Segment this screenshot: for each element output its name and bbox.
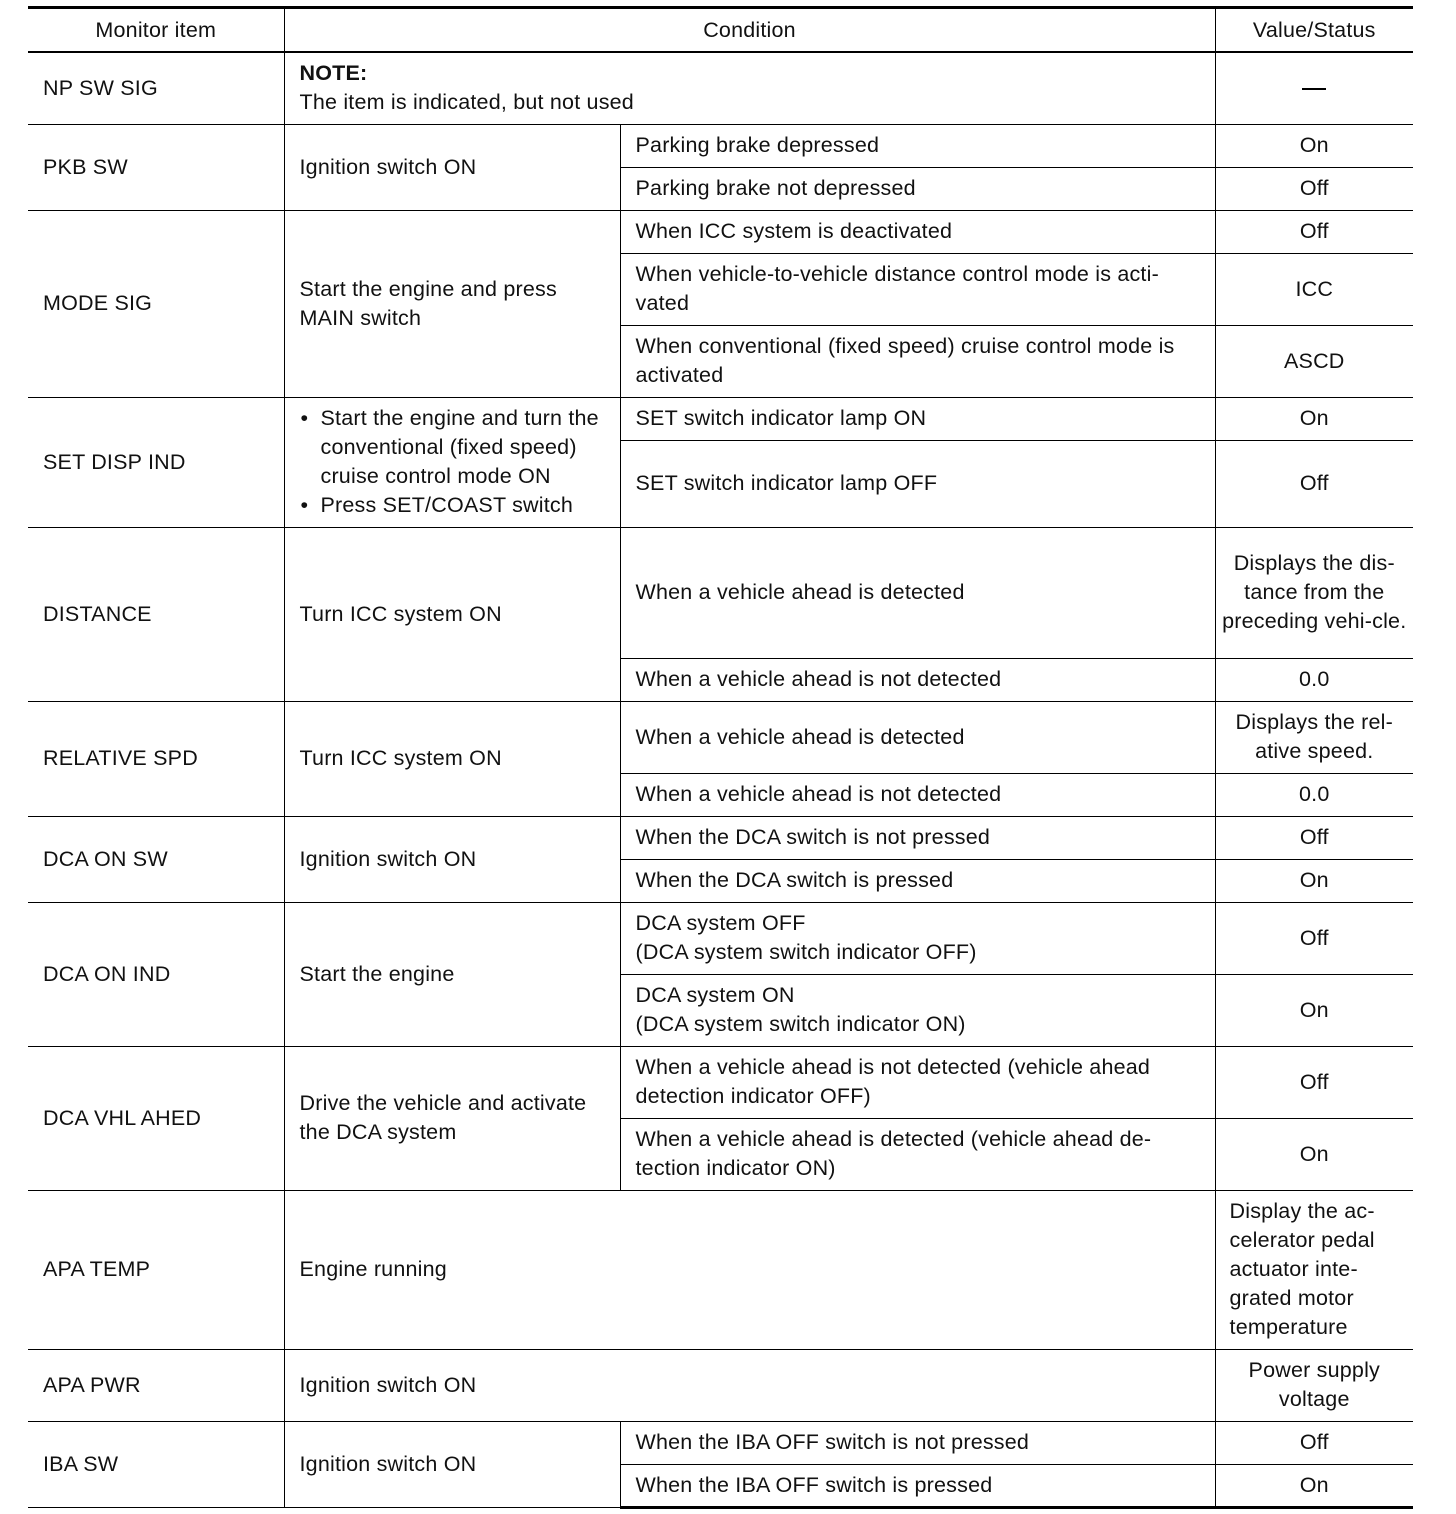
bullet-item: • Press SET/COAST switch — [299, 491, 612, 520]
sub-condition-cell: Parking brake depressed — [620, 124, 1215, 167]
value-cell: Off — [1215, 902, 1413, 974]
sub-condition-line: (DCA system switch indicator ON) — [635, 1012, 966, 1036]
sub-condition-line: DCA system OFF — [635, 911, 806, 935]
value-cell: On — [1215, 124, 1413, 167]
table-row — [28, 52, 1413, 124]
monitor-item-cell: SET DISP IND — [28, 397, 284, 527]
table-row — [28, 210, 1413, 253]
monitor-item-cell: DCA ON IND — [28, 902, 284, 1046]
value-cell: On — [1215, 859, 1413, 902]
monitor-item-cell: RELATIVE SPD — [28, 701, 284, 816]
sub-condition-cell: Parking brake not depressed — [620, 167, 1215, 210]
monitor-item-cell: NP SW SIG — [28, 52, 284, 124]
sub-condition-cell: When the DCA switch is not pressed — [620, 816, 1215, 859]
value-cell: Display the ac-celerator pedal actuator inte-grated motor temperature — [1215, 1190, 1413, 1349]
sub-condition-line: (DCA system switch indicator OFF) — [635, 940, 977, 964]
value-cell: Displays the dis-tance from the preceding vehi-cle. — [1215, 527, 1413, 658]
table-row — [28, 1190, 1413, 1349]
sub-condition-cell: When the IBA OFF switch is pressed — [620, 1464, 1215, 1507]
value-cell: Off — [1215, 440, 1413, 527]
sub-condition-cell: When the DCA switch is pressed — [620, 859, 1215, 902]
table-row — [28, 701, 1413, 773]
bullet-item: • Start the engine and turn the conventional (fixed speed) cruise control mode ON — [299, 404, 612, 491]
value-cell — [1215, 52, 1413, 124]
value-cell: Off — [1215, 1046, 1413, 1118]
condition-cell: Start the engine and press MAIN switch — [284, 210, 620, 397]
value-cell: On — [1215, 974, 1413, 1046]
sub-condition-cell: When a vehicle ahead is detected (vehicle ahead de-tection indicator ON) — [620, 1118, 1215, 1190]
table-header-row — [28, 8, 1413, 53]
value-cell: Power supply voltage — [1215, 1349, 1413, 1421]
table-row — [28, 124, 1413, 167]
sub-condition-cell: When the IBA OFF switch is not pressed — [620, 1421, 1215, 1464]
header-value-status: Value/Status — [1215, 8, 1413, 53]
table-row — [28, 397, 1413, 440]
monitor-item-cell: APA PWR — [28, 1349, 284, 1421]
monitor-item-cell: APA TEMP — [28, 1190, 284, 1349]
value-cell: ICC — [1215, 253, 1413, 325]
table-row — [28, 1421, 1413, 1464]
condition-cell: Ignition switch ON — [284, 124, 620, 210]
monitor-item-cell: DISTANCE — [28, 527, 284, 701]
table-row — [28, 1349, 1413, 1421]
dash-value — [1302, 88, 1326, 90]
condition-cell — [284, 397, 620, 527]
monitor-item-cell: IBA SW — [28, 1421, 284, 1507]
sub-condition-cell: When a vehicle ahead is detected — [620, 527, 1215, 658]
condition-cell: Turn ICC system ON — [284, 701, 620, 816]
condition-cell: Ignition switch ON — [284, 816, 620, 902]
value-cell: Displays the rel-ative speed. — [1215, 701, 1413, 773]
table-row — [28, 816, 1413, 859]
condition-cell: Turn ICC system ON — [284, 527, 620, 701]
header-monitor-item: Monitor item — [28, 8, 284, 53]
sub-condition-cell — [620, 902, 1215, 974]
condition-cell: Engine running — [284, 1190, 1215, 1349]
condition-cell: Drive the vehicle and activate the DCA system — [284, 1046, 620, 1190]
monitor-item-cell: PKB SW — [28, 124, 284, 210]
value-cell: ASCD — [1215, 325, 1413, 397]
value-cell: 0.0 — [1215, 773, 1413, 816]
sub-condition-cell: When vehicle-to-vehicle distance control mode is acti-vated — [620, 253, 1215, 325]
value-cell: On — [1215, 1464, 1413, 1507]
monitor-item-cell: MODE SIG — [28, 210, 284, 397]
value-cell: Off — [1215, 816, 1413, 859]
sub-condition-cell: SET switch indicator lamp OFF — [620, 440, 1215, 527]
condition-cell: Ignition switch ON — [284, 1421, 620, 1507]
sub-condition-cell: When ICC system is deactivated — [620, 210, 1215, 253]
condition-cell: Ignition switch ON — [284, 1349, 1215, 1421]
value-cell: Off — [1215, 167, 1413, 210]
sub-condition-cell: When a vehicle ahead is not detected — [620, 773, 1215, 816]
monitor-item-cell: DCA VHL AHED — [28, 1046, 284, 1190]
sub-condition-cell — [620, 974, 1215, 1046]
value-cell: Off — [1215, 1421, 1413, 1464]
table-row — [28, 902, 1413, 974]
sub-condition-cell: When a vehicle ahead is detected — [620, 701, 1215, 773]
header-condition: Condition — [284, 8, 1215, 53]
monitor-item-table — [28, 6, 1413, 1509]
sub-condition-cell: When a vehicle ahead is not detected (vehicle ahead detection indicator OFF) — [620, 1046, 1215, 1118]
note-text: The item is indicated, but not used — [299, 90, 634, 115]
condition-cell — [284, 52, 1215, 124]
value-cell: 0.0 — [1215, 658, 1413, 701]
value-cell: On — [1215, 397, 1413, 440]
value-cell: On — [1215, 1118, 1413, 1190]
sub-condition-line: DCA system ON — [635, 983, 795, 1007]
value-cell: Off — [1215, 210, 1413, 253]
table-row — [28, 1046, 1413, 1118]
sub-condition-cell: SET switch indicator lamp ON — [620, 397, 1215, 440]
sub-condition-cell: When conventional (fixed speed) cruise control mode is activated — [620, 325, 1215, 397]
monitor-item-cell: DCA ON SW — [28, 816, 284, 902]
table-row — [28, 527, 1413, 658]
condition-cell: Start the engine — [284, 902, 620, 1046]
sub-condition-cell: When a vehicle ahead is not detected — [620, 658, 1215, 701]
note-title: NOTE: — [299, 61, 368, 86]
condition-bullet-list — [299, 404, 612, 520]
